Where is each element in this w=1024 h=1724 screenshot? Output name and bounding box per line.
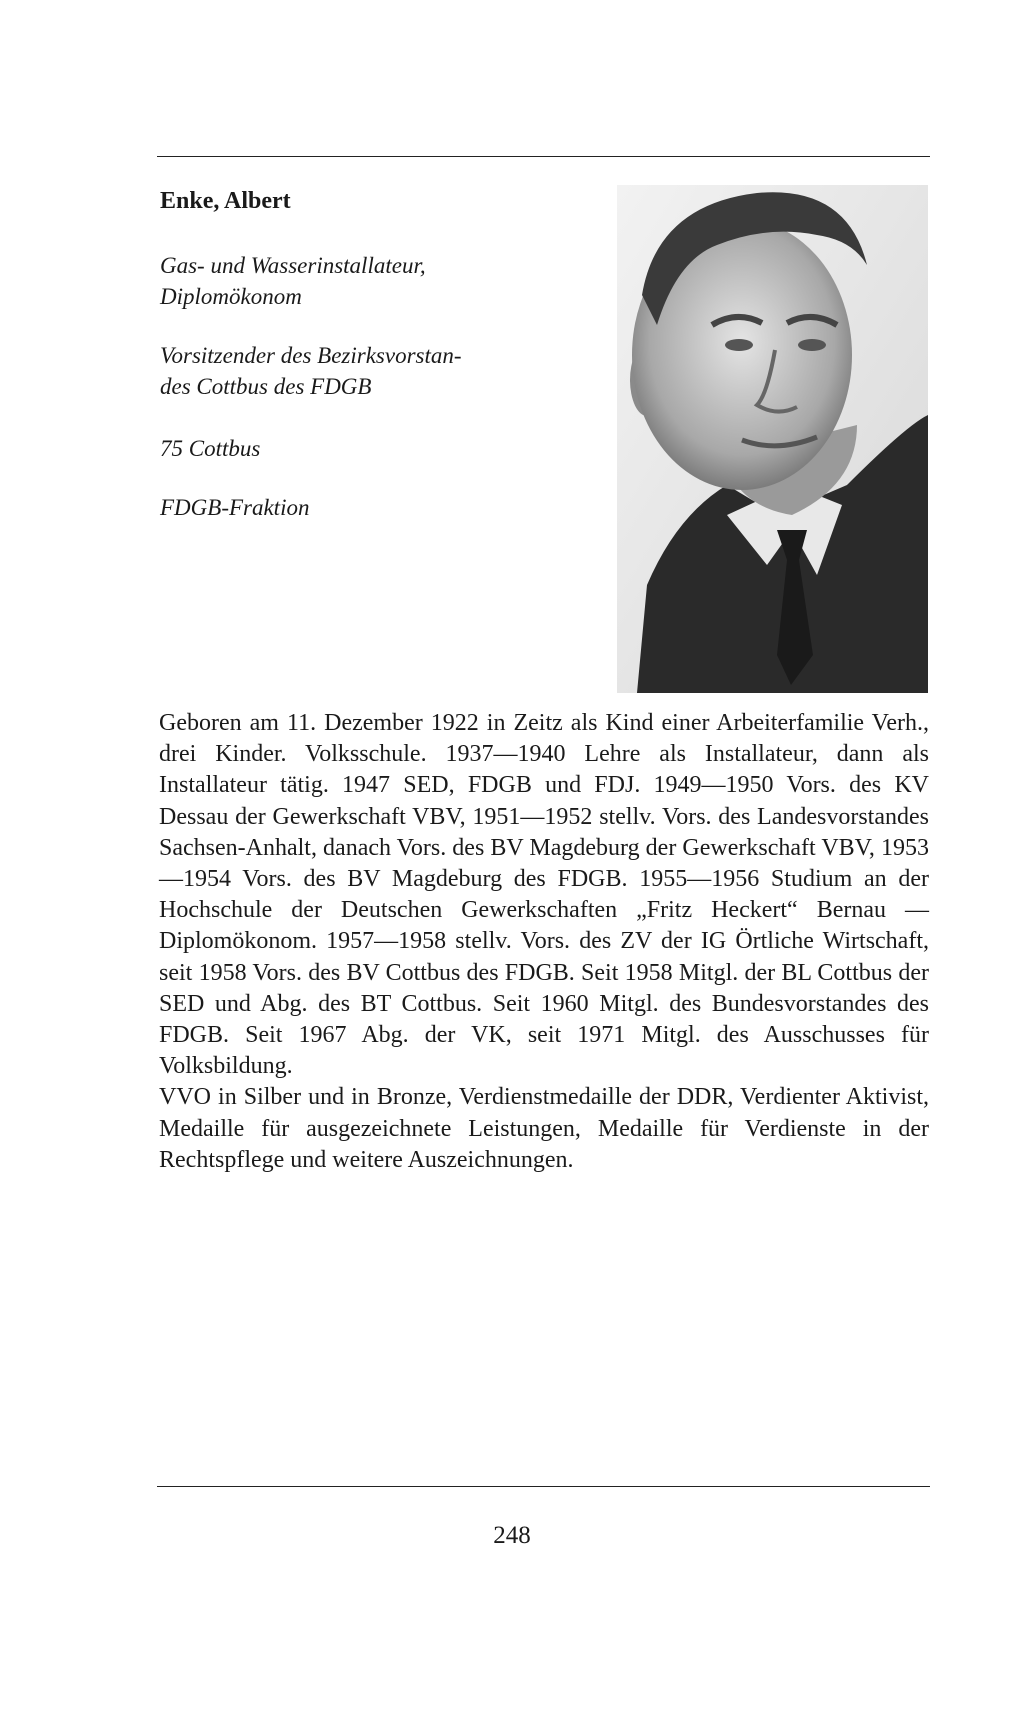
- biography-paragraph: VVO in Silber und in Bronze, Verdienstmedaille der DDR, Verdienter Aktivist, Medaille für ausgezeichnete Leistungen, Medaille für Verdienste in der Rechtspflege und weitere Auszeichnungen.: [159, 1084, 929, 1173]
- top-rule: [157, 156, 930, 157]
- position-line: Vorsitzender des Bezirksvorstan-: [160, 343, 462, 368]
- bottom-rule: [157, 1486, 930, 1487]
- portrait-photo: [617, 185, 928, 693]
- position-line: des Cottbus des FDGB: [160, 374, 372, 399]
- profession: [160, 250, 540, 312]
- location: 75 Cottbus: [160, 436, 261, 461]
- position: [160, 340, 540, 402]
- faction: FDGB-Fraktion: [160, 495, 310, 520]
- person-name: Enke, Albert: [160, 188, 291, 214]
- profession-line: Gas- und Wasserinstallateur,: [160, 253, 426, 278]
- biography-paragraph: Geboren am 11. Dezember 1922 in Zeitz als Kind einer Arbeiterfamilie Verh., drei Kinder. Volksschule. 1937—1940 Lehre als Installateur, dann als Installateur tätig. 1947 SED, FDGB und FDJ. 1949—1950 Vors. des KV Dessau der Gewerkschaft VBV, 1951—1952 stellv. Vors. des Landesvorstandes Sachsen-Anhalt, danach Vors. des BV Magdeburg der Gewerkschaft VBV, 1953—1954 Vors. des BV Magdeburg des FDGB. 1955—1956 Studium an der Hochschule der Deutschen Gewerkschaften „Fritz Heckert“ Bernau — Diplomökonom. 1957—1958 stellv. Vors. des ZV der IG Örtliche Wirtschaft, seit 1958 Vors. des BV Cottbus des FDGB. Seit 1958 Mitgl. der BL Cottbus der SED und Abg. des BT Cottbus. Seit 1960 Mitgl. des Bundesvorstandes des FDGB. Seit 1967 Abg. der VK, seit 1971 Mitgl. des Ausschusses für Volksbildung.: [159, 710, 929, 1080]
- profession-line: Diplomökonom: [160, 284, 302, 309]
- page-number: 248: [493, 1522, 531, 1549]
- biography: [159, 708, 929, 1176]
